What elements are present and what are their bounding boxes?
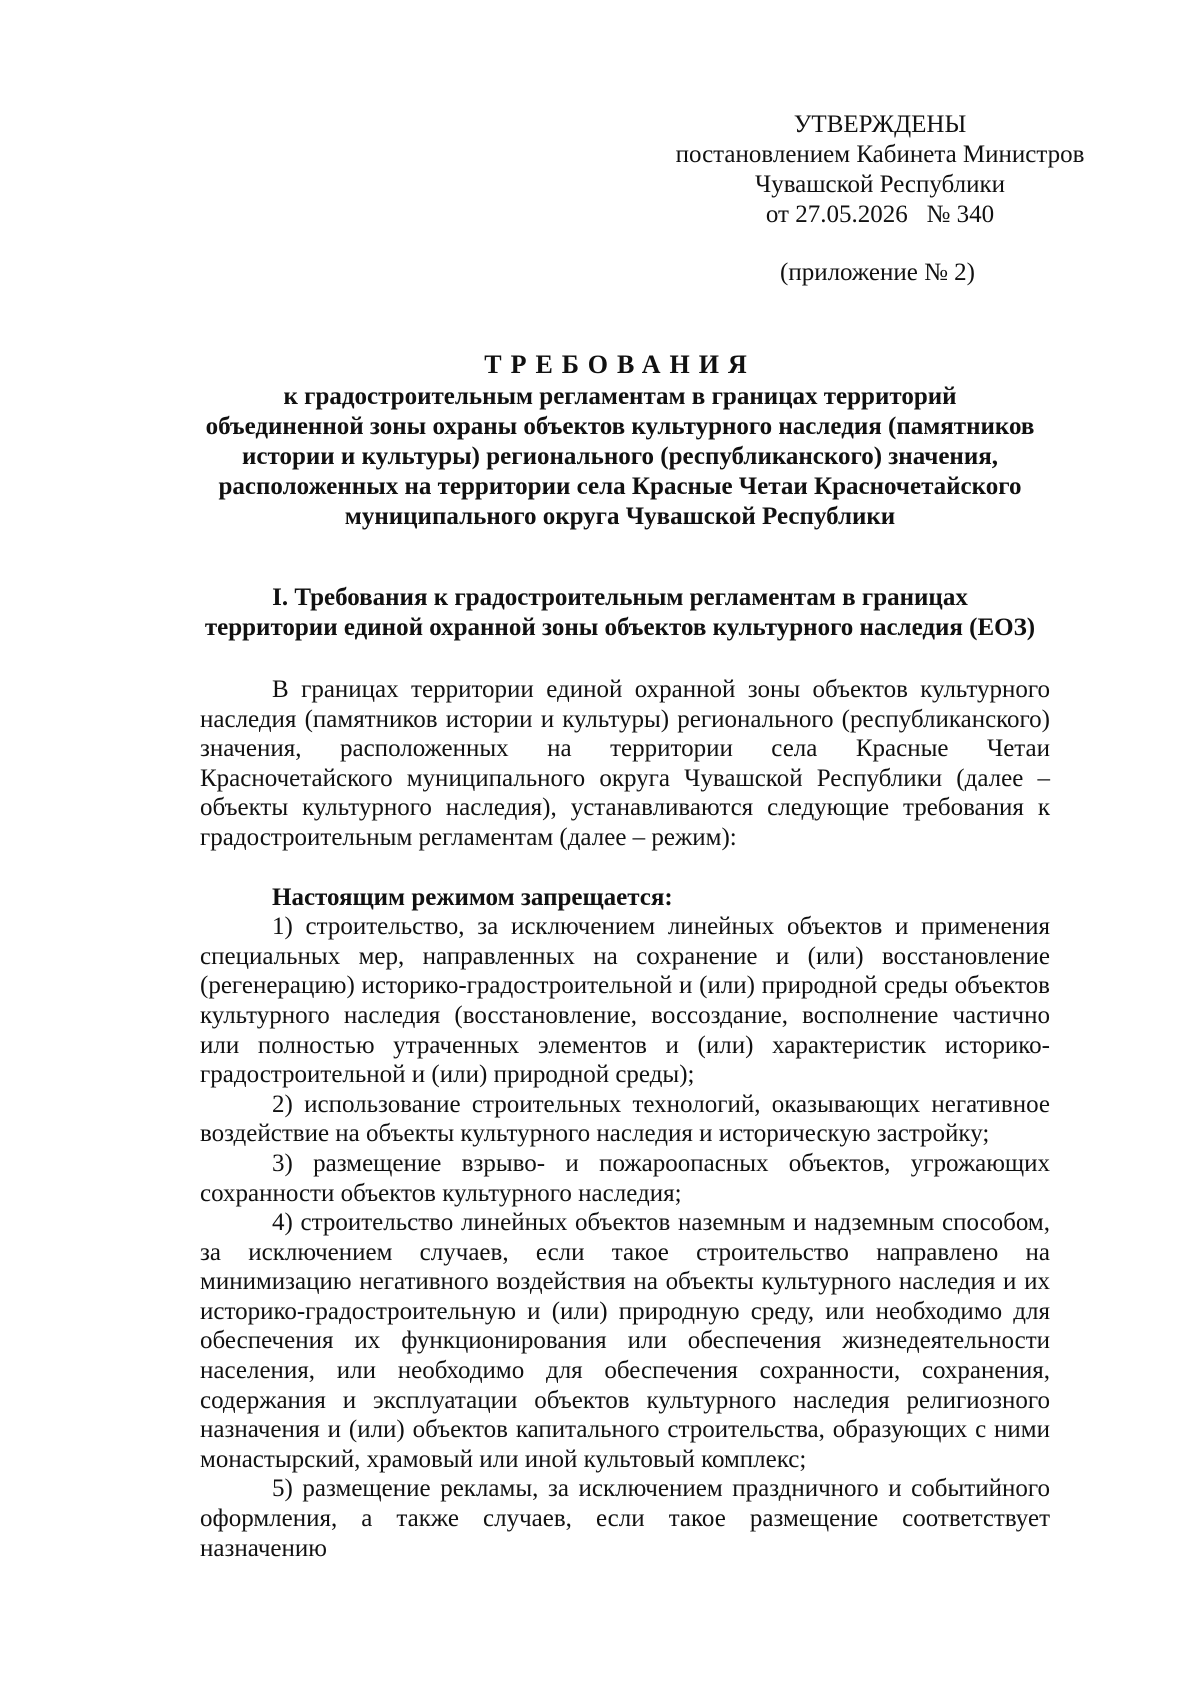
approval-line-2: постановлением Кабинета Министров [675,141,1085,168]
list-item: 1) строительство, за исключением линейных объектов и применения специальных мер, направленных на сохранение и (или) восстановление (регенерацию) историко-градостроительной и (или) природной среды объектов культурного наследия (восстановление, воссоздание, восполнение частично или полностью утраченных элементов и (или) характеристик историко-градостроительной и (или) природной среды); [200,913,1050,1089]
approval-line-4: от 27.05.2026 № 340 [765,201,995,228]
list-item: 2) использование строительных технологий, оказывающих негативное воздействие на объекты культурного наследия и историческую застройку; [200,1090,1050,1148]
title-line: к градостроительным регламентам в границах территорий [283,383,957,410]
section-heading-line: территории единой охранной зоны объектов культурного наследия (ЕОЗ) [204,614,1036,641]
appendix-label: (приложение № 2) [780,259,976,286]
section-heading [190,583,1050,643]
list-item: 3) размещение взрыво- и пожароопасных объектов, угрожающих сохранности объектов культурного наследия; [200,1149,1050,1207]
approval-line-3: Чувашской Республики [754,171,1006,198]
approval-line-1: УТВЕРЖДЕНЫ [793,111,967,138]
prohibited-heading: Настоящим режимом запрещается: [272,883,673,911]
title-line: расположенных на территории села Красные Четаи Красночетайского [218,473,1022,500]
title-line: объединенной зоны охраны объектов культурного наследия (памятников [205,413,1035,440]
document-title [190,350,1050,532]
section-heading-line: I. Требования к градостроительным регламентам в границах [272,584,968,611]
list-item: 4) строительство линейных объектов наземным и надземным способом, за исключением случаев, если такое строительство направлено на минимизацию негативного воздействия на объекты культурного наследия и их историко-градостроительную и (или) природную среду, или необходимо для обеспечения их функционирования или обеспечения жизнедеятельности населения, или необходимо для обеспечения сохранности, сохранения, содержания и эксплуатации объектов культурного наследия религиозного назначения и (или) объектов капитального строительства, образующих с ними монастырский, храмовый или иной культовый комплекс; [200,1209,1050,1473]
list-item: 5) размещение рекламы, за исключением праздничного и событийного оформления, а также случаев, если такое размещение соответствует назначению [200,1475,1050,1562]
title-line: муниципального округа Чувашской Республики [344,503,896,530]
approval-stamp [640,110,1120,230]
intro-paragraph: В границах территории единой охранной зоны объектов культурного наследия (памятников истории и культуры) регионального (республиканского) значения, расположенных на территории села Красные Четаи Красночетайского муниципального округа Чувашской Республики (далее – объекты культурного наследия), устанавливаются следующие требования к градостроительным регламентам (далее – режим): [200,676,1050,851]
section-body [200,675,1050,1563]
title-line: истории и культуры) регионального (республиканского) значения, [242,443,998,470]
title-main: ТРЕБОВАНИЯ [484,350,756,379]
